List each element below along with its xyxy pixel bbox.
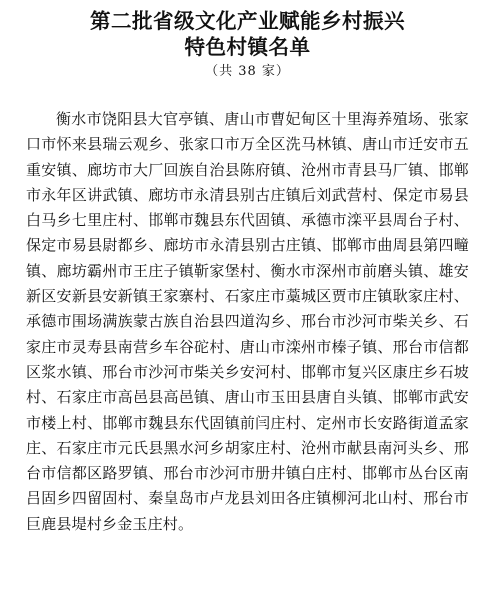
document-title — [26, 8, 469, 60]
title-line-2: 特色村镇名单 — [184, 35, 311, 59]
document-body: 衡水市饶阳县大官亭镇、唐山市曹妃甸区十里海养殖场、张家口市怀来县瑞云观乡、张家口市万全区洗马林镇、唐山市迁安市五重安镇、廊坊市大厂回族自治县陈府镇、沧州市青县马厂镇、邯郸市永年区讲武镇、廊坊市永清县别古庄镇后刘武营村、保定市易县白马乡七里庄村、邯郸市魏县东代固镇、承德市滦平县周台子村、保定市易县尉都乡、廊坊市永清县别古庄镇、邯郸市曲周县第四疃镇、廊坊霸州市王庄子镇靳家堡村、衡水市深州市前磨头镇、雄安新区安新县安新镇王家寨村、石家庄市藁城区贾市庄镇耿家庄村、承德市围场满族蒙古族自治县四道沟乡、邢台市沙河市柴关乡、石家庄市灵寿县南营乡车谷砣村、唐山市滦州市榛子镇、邢台市信都区浆水镇、邢台市沙河市柴关乡安河村、邯郸市复兴区康庄乡石坡村、石家庄市高邑县高邑镇、唐山市玉田县唐自头镇、邯郸市武安市楼上村、邯郸市魏县东代固镇前闫庄村、定州市长安路街道孟家庄、石家庄市元氏县黑水河乡胡家庄村、沧州市献县南河头乡、邢台市信都区路罗镇、邢台市沙河市册井镇白庄村、邯郸市丛台区南吕固乡四留固村、秦皇岛市卢龙县刘田各庄镇柳河北山村、邢台市巨鹿县堤村乡金玉庄村。 — [26, 110, 469, 533]
document-subtitle: （共 38 家） — [205, 64, 290, 79]
title-line-1: 第二批省级文化产业赋能乡村振兴 — [90, 9, 405, 33]
